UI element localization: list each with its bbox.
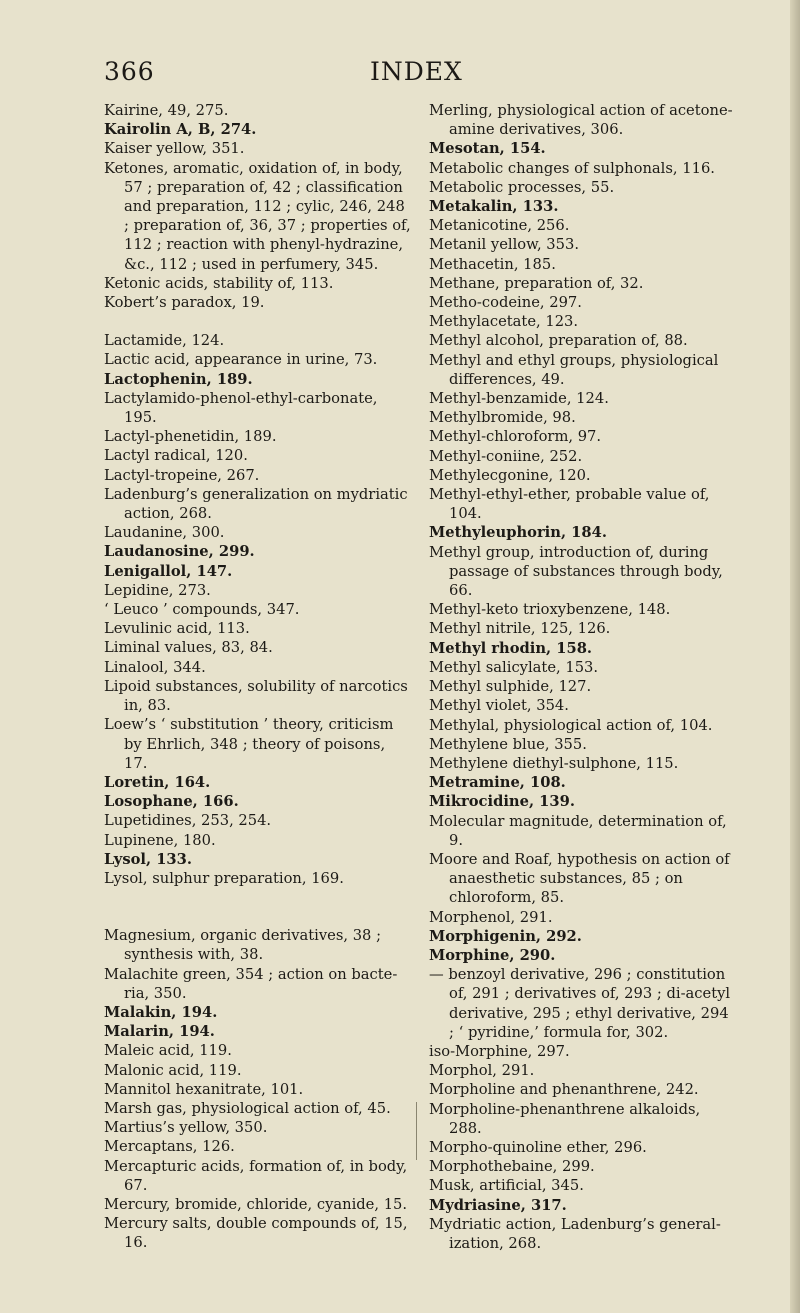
index-entry: Metabolic changes of sulphonals, 116.	[429, 159, 715, 177]
page-edge	[790, 0, 800, 1313]
index-entry: Methylene blue, 355.	[429, 735, 587, 753]
index-entry: Methyl-ethyl-ether, probable value of, 104.	[429, 486, 710, 523]
index-entry: Malakin, 194.	[104, 1003, 218, 1021]
index-entry: Malonic acid, 119.	[104, 1061, 242, 1079]
index-entry: Metanil yellow, 353.	[429, 236, 580, 254]
index-entry: Lepidine, 273.	[104, 581, 211, 599]
index-entry: Metramine, 108.	[429, 774, 566, 792]
index-entry: Methyl violet, 354.	[429, 697, 569, 715]
index-entry: Mikrocidine, 139.	[429, 793, 575, 811]
index-entry: Morphine, 290.	[429, 946, 556, 964]
index-entry: Morphol, 291.	[429, 1062, 535, 1080]
index-entry: Mercury salts, double compounds of, 15, 16.	[104, 1215, 408, 1252]
index-entry: Methyl nitrile, 125, 126.	[429, 620, 611, 638]
index-entry: Lactyl radical, 120.	[104, 447, 248, 465]
index-entry: Lactic acid, appearance in urine, 73.	[104, 351, 378, 369]
index-entry: Mesotan, 154.	[429, 140, 546, 158]
index-entry: Lactyl-tropeine, 267.	[104, 466, 260, 484]
index-entry: Mannitol hexanitrate, 101.	[104, 1080, 304, 1098]
index-entry: Lupinene, 180.	[104, 831, 216, 849]
index-entry: Levulinic acid, 113.	[104, 620, 250, 638]
index-column-right	[429, 101, 737, 1253]
index-entry: Ketonic acids, stability of, 113.	[104, 274, 334, 292]
index-entry: Ketones, aromatic, oxidation of, in body, 57 ; preparation of, 42 ; classification and preparation, 112 ; cylic, 246, 248 ; preparation of, 36, 37 ; properties of, 112 ; reaction with phenyl-hydrazine, &c., 112 ; used in perfumery, 345.	[104, 159, 411, 273]
index-entry: Malarin, 194.	[104, 1023, 215, 1041]
index-entry: Metakalin, 133.	[429, 198, 559, 216]
index-entry: Ladenburg’s generalization on mydriatic action, 268.	[104, 485, 408, 523]
index-entry: Laudanine, 300.	[104, 524, 225, 542]
index-entry: Methane, preparation of, 32.	[429, 274, 644, 292]
index-entry: Metanicotine, 256.	[429, 217, 570, 235]
index-entry: Martius’s yellow, 350.	[104, 1119, 268, 1137]
index-entry: Lysol, 133.	[104, 850, 192, 868]
index-entry: Loew’s ‘ substitution ’ theory, criticism by Ehrlich, 348 ; theory of poisons, 17.	[104, 716, 394, 772]
index-entry: Magnesium, organic derivatives, 38 ; synthesis with, 38.	[104, 927, 382, 964]
index-entry: Methyl and ethyl groups, physiological differences, 49.	[429, 351, 719, 388]
page-number: 366	[104, 57, 155, 86]
index-entry: Mercaptans, 126.	[104, 1138, 235, 1156]
index-entry: Malachite green, 354 ; action on bacteria, 350.	[104, 965, 398, 1002]
index-entry: Kairine, 49, 275.	[104, 102, 229, 119]
index-entry: Morphigenin, 292.	[429, 927, 582, 945]
page-title: INDEX	[370, 57, 463, 86]
index-entry: Laudanosine, 299.	[104, 543, 255, 561]
index-entry: Liminal values, 83, 84.	[104, 639, 273, 657]
index-entry: Morpholine and phenanthrene, 242.	[429, 1081, 699, 1099]
index-entry: Mercury, bromide, chloride, cyanide, 15.	[104, 1195, 408, 1213]
index-entry: Methyl-chloroform, 97.	[429, 428, 602, 446]
index-entry: Morphenol, 291.	[429, 908, 553, 926]
index-entry: Methylecgonine, 120.	[429, 466, 591, 484]
index-entry: Musk, artificial, 345.	[429, 1177, 584, 1195]
index-entry: Morpho-quinoline ether, 296.	[429, 1138, 647, 1156]
index-entry: Lysol, sulphur preparation, 169.	[104, 869, 344, 887]
index-entry: Mercapturic acids, formation of, in body, 67.	[104, 1157, 408, 1194]
index-entry: Methyl salicylate, 153.	[429, 658, 599, 676]
index-entry: Loretin, 164.	[104, 773, 211, 791]
index-entry: Linalool, 344.	[104, 658, 206, 676]
index-entry: Methylbromide, 98.	[429, 409, 576, 427]
index-entry: Methylene diethyl-sulphone, 115.	[429, 754, 679, 772]
page-header	[0, 57, 800, 97]
index-entry: Methylal, physiological action of, 104.	[429, 716, 713, 734]
index-entry: Methyleuphorin, 184.	[429, 524, 607, 542]
index-entry: — benzoyl derivative, 296 ; constitution of, 291 ; derivatives of, 293 ; di-acetyl derivative, 295 ; ethyl derivative, 294 ; ‘ pyridine,’ formula for, 302.	[429, 966, 731, 1041]
index-entry: Methyl rhodin, 158.	[429, 639, 593, 657]
index-entry: Methyl-benzamide, 124.	[429, 390, 609, 408]
index-entry: Mydriatic action, Ladenburg’s generalization, 268.	[429, 1215, 721, 1252]
column-divider	[416, 1102, 417, 1160]
index-entry: Morphothebaine, 299.	[429, 1158, 595, 1176]
index-entry: Methylacetate, 123.	[429, 313, 579, 331]
index-entry: Methyl alcohol, preparation of, 88.	[429, 332, 688, 350]
index-entry: Methyl sulphide, 127.	[429, 678, 592, 696]
index-entry: ‘ Leuco ’ compounds, 347.	[104, 601, 300, 619]
index-entry: Lipoid substances, solubility of narcotics in, 83.	[104, 677, 408, 715]
index-entry: Maleic acid, 119.	[104, 1042, 232, 1060]
index-entry: Marsh gas, physiological action of, 45.	[104, 1099, 391, 1117]
index-column-left	[104, 101, 412, 1253]
index-entry: Lactophenin, 189.	[104, 370, 253, 388]
index-entry: Methyl-coniine, 252.	[429, 447, 583, 465]
index-entry: Molecular magnitude, determination of, 9.	[429, 812, 727, 849]
index-entry: Lenigallol, 147.	[104, 562, 233, 580]
index-entry: Metho-codeine, 297.	[429, 294, 582, 312]
index-entry: Methacetin, 185.	[429, 255, 556, 273]
index-entry: Lactyl-phenetidin, 189.	[104, 428, 277, 446]
index-entry: iso-Morphine, 297.	[429, 1042, 570, 1060]
index-entry: Mydriasine, 317.	[429, 1196, 567, 1214]
index-entry: Losophane, 166.	[104, 793, 239, 811]
index-entry: Lupetidines, 253, 254.	[104, 812, 272, 830]
index-entry: Methyl-keto trioxybenzene, 148.	[429, 601, 671, 619]
index-entry: Lactamide, 124.	[104, 332, 225, 350]
index-entry: Merling, physiological action of acetone-amine derivatives, 306.	[429, 102, 733, 139]
index-entry: Metabolic processes, 55.	[429, 178, 615, 196]
index-entry: Morpholine-phenanthrene alkaloids, 288.	[429, 1100, 701, 1137]
index-entry: Kobert’s paradox, 19.	[104, 294, 265, 312]
index-entry: Methyl group, introduction of, during passage of substances through body, 66.	[429, 543, 723, 600]
index-entry: Lactylamido-phenol-ethyl-carbonate, 195.	[104, 389, 378, 427]
index-entry: Moore and Roaf, hypothesis on action of anaesthetic substances, 85 ; on chloroform, 85.	[429, 850, 730, 907]
index-entry: Kairolin A, B, 274.	[104, 121, 257, 139]
index-entry: Kaiser yellow, 351.	[104, 140, 245, 158]
